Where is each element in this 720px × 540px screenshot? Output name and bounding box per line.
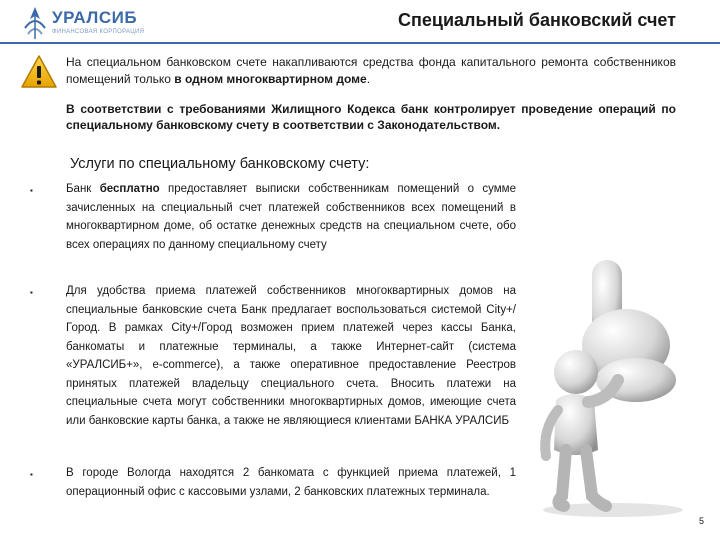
service-item-bold: бесплатно: [99, 183, 160, 195]
service-item-lead: Банк: [66, 183, 100, 195]
logo-subtitle: ФИНАНСОВАЯ КОРПОРАЦИЯ: [52, 29, 145, 35]
slide-header: [0, 0, 720, 46]
service-item-city-plus: Для удобства приема платежей собственников многоквартирных домов на специальные банковские счета Банк предлагает воспользоваться системой City+/Город. В рамках City+/Город возможен прием платежей через кассы Банка, банкоматы и платежные терминалы, а также Интернет-сайт (система «УРАЛСИБ+», e-commerce), а также оперативное предоставление Реестров принятых платежей владельцу специального счета. Вносить платежи на специальные счета могут собственники многоквартирных домов, имеющие счета или банковские карты банка, а также не являющиеся клиентами БАНКА УРАЛСИБ: [66, 285, 516, 427]
notice-paragraph: В соответствии с требованиями Жилищного Кодекса банк контролирует проведение операций по специальному банковскому счету в соответствии с Законодательством.: [66, 102, 676, 132]
intro-paragraph: [66, 54, 676, 88]
intro-bold-text: в одном многоквартирном доме: [174, 72, 367, 86]
thumbs-up-figure-icon: [528, 260, 698, 520]
warning-icon: [20, 54, 58, 90]
service-item-text: предоставляет выписки собственникам помещений о сумме зачисленных на специальный счет платежей собственников всех помещений в многоквартирном доме, об остатке денежных средств на специальном счете, обо всех операциях по данному специальному счету: [66, 183, 516, 251]
service-item-statements: [66, 180, 516, 254]
services-title: Услуги по специальному банковскому счету:: [70, 156, 370, 172]
bullet-marker: ▪: [30, 288, 33, 297]
logo-name: УРАЛСИБ: [52, 8, 138, 27]
uralsib-logo: [22, 6, 162, 42]
uralsib-logo-icon: [22, 6, 48, 40]
bullet-marker: ▪: [30, 470, 33, 479]
header-divider: [0, 42, 720, 44]
page-number: 5: [698, 516, 704, 526]
intro-text: На специальном банковском счете накапливаются средства фонда капитального ремонта собственников помещений только: [66, 55, 676, 86]
service-item-vologda: В городе Вологда находятся 2 банкомата с функцией приема платежей, 1 операционный офис с кассовыми узлами, 2 банковских платежных терминала.: [66, 467, 516, 498]
page-title: Специальный банковский счет: [398, 10, 676, 30]
intro-tail: .: [366, 72, 371, 86]
bullet-marker: ▪: [30, 186, 33, 195]
